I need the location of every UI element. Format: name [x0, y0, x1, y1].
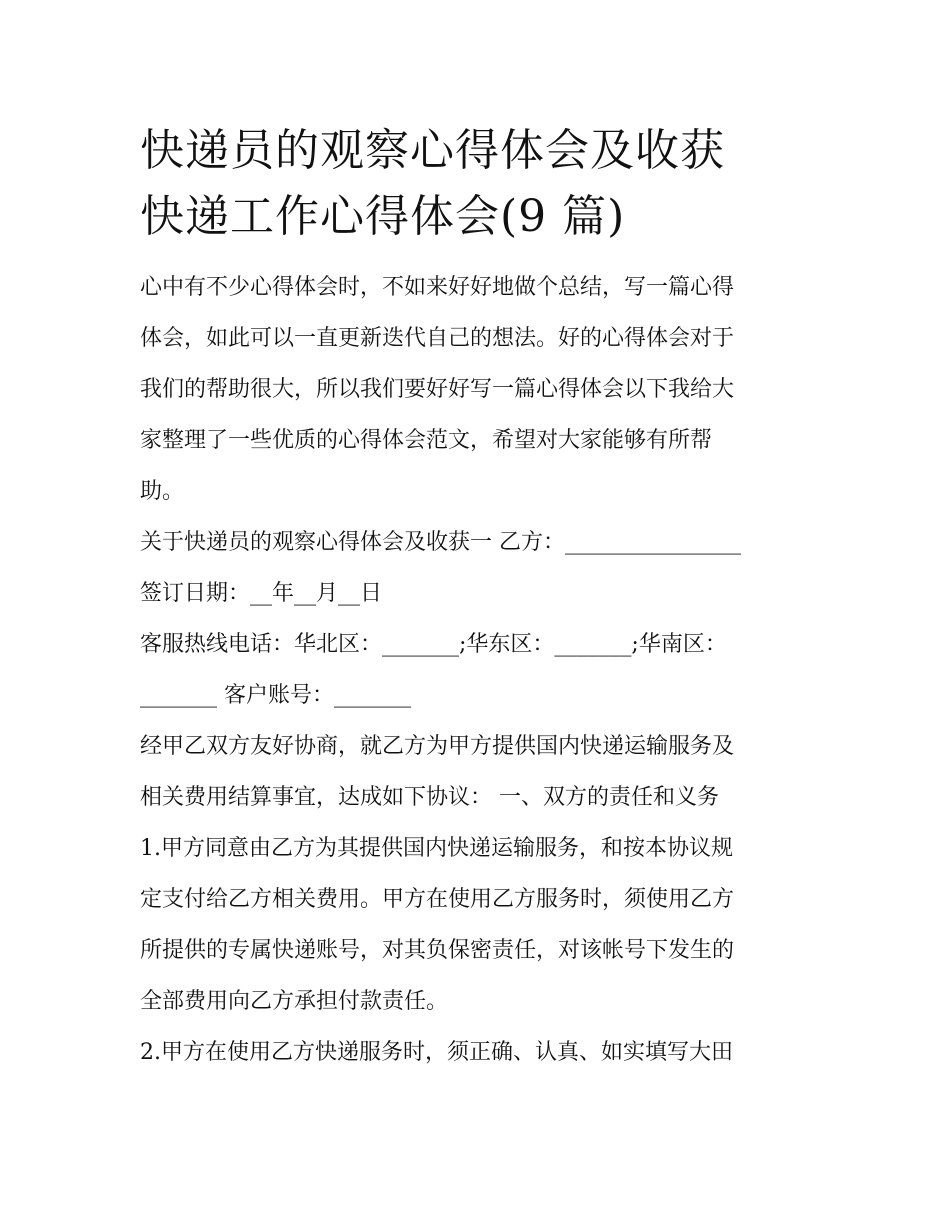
intro-line-3: 我们的帮助很大，所以我们要好好写一篇心得体会以下我给大 — [140, 377, 735, 402]
clause1-line-1: 1.甲方同意由乙方为其提供国内快递运输服务，和按本协议规 — [140, 836, 733, 861]
document-page — [140, 118, 820, 1078]
section-line-3: 客服热线电话：华北区：_______;华东区：_______;华南区： — [140, 632, 727, 657]
clause-1 — [140, 823, 820, 1027]
intro-line-2: 体会，如此可以一直更新迭代自己的想法。好的心得体会对于 — [140, 326, 735, 351]
intro-line-4: 家整理了一些优质的心得体会范文，希望对大家能够有所帮 — [140, 428, 713, 453]
section-line-4: _______ 客户账号：_______ — [140, 683, 411, 708]
section-header-block — [140, 517, 820, 721]
section-line-2: 签订日期：__年__月__日 — [140, 581, 383, 606]
intro-line-5: 助。 — [140, 479, 185, 504]
title-line-1: 快递员的观察心得体会及收获 — [140, 125, 725, 176]
title-line-2: 快递工作心得体会(9 篇) — [140, 191, 626, 242]
clause1-line-3: 所提供的专属快递账号，对其负保密责任，对该帐号下发生的 — [140, 938, 735, 963]
intro-line-1: 心中有不少心得体会时，不如来好好地做个总结，写一篇心得 — [140, 275, 735, 300]
document-body — [140, 262, 820, 1078]
clause1-line-4: 全部费用向乙方承担付款责任。 — [140, 989, 449, 1014]
clause2-line-1: 2.甲方在使用乙方快递服务时，须正确、认真、如实填写大田 — [140, 1040, 733, 1065]
agreement-paragraph — [140, 721, 820, 823]
clause1-line-2: 定支付给乙方相关费用。甲方在使用乙方服务时，须使用乙方 — [140, 887, 735, 912]
intro-paragraph — [140, 262, 820, 517]
agreement-line-1: 经甲乙双方友好协商，就乙方为甲方提供国内快递运输服务及 — [140, 734, 735, 759]
document-title — [140, 118, 820, 250]
clause-2 — [140, 1027, 820, 1078]
section-line-1: 关于快递员的观察心得体会及收获一 乙方：________________ — [140, 530, 741, 555]
agreement-line-2: 相关费用结算事宜，达成如下协议： 一、双方的责任和义务 — [140, 785, 719, 810]
